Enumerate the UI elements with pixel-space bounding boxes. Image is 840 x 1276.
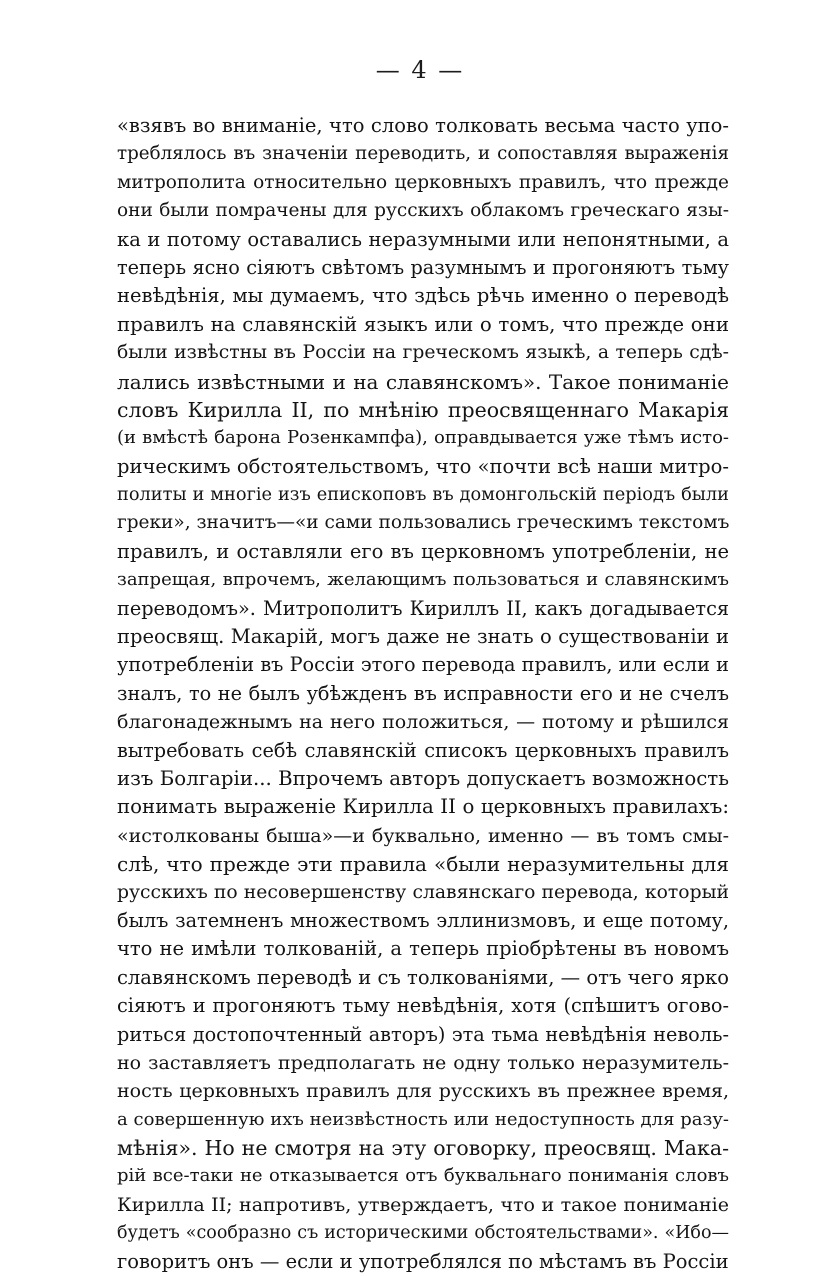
text-line: Кирилла II; напротивъ, утверждаетъ, что и такое пониманіе: [117, 1193, 729, 1216]
text-line: «взявъ во вниманіе, что слово толковать весьма часто упо-: [117, 114, 729, 137]
body-text: [117, 112, 729, 1276]
text-line: ность церковныхъ правилъ для русскихъ въ прежнее время,: [117, 1080, 729, 1103]
text-line: невѣдѣнія, мы думаемъ, что здѣсь рѣчь именно о переводѣ: [117, 284, 729, 308]
text-line: былъ затемненъ множествомъ эллинизмовъ, и еще потому,: [117, 908, 729, 932]
text-line: а совершенную ихъ неизвѣстность или недоступность для разу-: [117, 1108, 729, 1130]
text-line: греки», значитъ—«и сами пользовались греческимъ текстомъ: [117, 512, 729, 534]
text-line: преосвящ. Макарій, могъ даже не знать о существованіи и: [117, 625, 729, 649]
text-line: будетъ «сообразно съ историческими обстоятельствами». «Ибо—: [117, 1223, 729, 1244]
text-line: правилъ, и оставляли его въ церковномъ употребленіи, не: [117, 539, 729, 563]
text-line: вытребовать себѣ славянскій списокъ церковныхъ правилъ: [117, 738, 729, 762]
text-line: риться достопочтенный авторъ) эта тьма невѣдѣнія неволь-: [117, 1022, 729, 1046]
text-line: митрополита относительно церковныхъ правилъ, что прежде: [117, 171, 729, 193]
text-line: теперь ясно сіяютъ свѣтомъ разумнымъ и прогоняютъ тьму: [117, 255, 729, 279]
text-line: рій все-таки не отказывается отъ буквальнаго пониманія словъ: [117, 1165, 729, 1187]
text-line: говоритъ онъ — если и употреблялся по мѣстамъ въ Россіи: [117, 1249, 729, 1273]
page-number: — 4 —: [375, 56, 465, 84]
text-line: переводомъ». Митрополитъ Кириллъ II, какъ догадывается: [117, 596, 729, 620]
text-line: употребленіи въ Россіи этого перевода правилъ, или если и: [117, 653, 729, 677]
text-line: были извѣстны въ Россіи на греческомъ языкѣ, а теперь сдѣ-: [117, 342, 729, 364]
text-line: треблялось въ значеніи переводить, и сопоставляя выраженія: [117, 143, 729, 165]
text-line: что не имѣли толкованій, а теперь пріобрѣтены въ новомъ: [117, 937, 729, 961]
text-line: изъ Болгаріи... Впрочемъ авторъ допускаетъ возможность: [117, 766, 729, 790]
text-line: понимать выраженіе Кирилла II о церковныхъ правилахъ:: [117, 795, 729, 819]
text-line: правилъ на славянскій языкъ или о томъ, что прежде они: [117, 312, 729, 336]
text-line: ка и потому оставались неразумными или непонятными, а: [117, 227, 729, 251]
text-line: политы и многіе изъ епископовъ въ домонгольскій періодъ были: [117, 485, 729, 506]
text-line: мѣнія». Но не смотря на эту оговорку, преосвящ. Мака-: [117, 1136, 729, 1161]
text-line: русскихъ по несовершенству славянскаго перевода, который: [117, 881, 729, 903]
text-line: запрещая, впрочемъ, желающимъ пользоваться и славянскимъ: [117, 569, 729, 591]
text-line: благонадежнымъ на него положиться, — потому и рѣшился: [117, 711, 729, 734]
text-line: но заставляетъ предполагать не одну только неразумитель-: [117, 1051, 729, 1074]
text-line: они были помрачены для русскихъ облакомъ греческаго язы-: [117, 200, 729, 222]
text-line: (и вмѣстѣ барона Розенкампфа), оправдывается уже тѣмъ исто-: [117, 427, 729, 449]
text-line: зналъ, то не былъ убѣжденъ въ исправности его и не счелъ: [117, 681, 729, 705]
text-line: слѣ, что прежде эти правила «были неразумительны для: [117, 852, 729, 877]
text-line: лались извѣстными и на славянскомъ». Такое пониманіе: [117, 369, 729, 394]
text-line: «истолкованы быша»—и буквально, именно — въ томъ смы-: [117, 824, 729, 847]
text-line: славянскомъ переводѣ и съ толкованіями, — отъ чего ярко: [117, 965, 729, 989]
text-line: рическимъ обстоятельствомъ, что «почти всѣ наши митро-: [117, 454, 729, 478]
text-line: словъ Кирилла II, по мнѣнію преосвященнаго Макарія: [117, 397, 729, 422]
text-line: сіяютъ и прогоняютъ тьму невѣдѣнія, хотя (спѣшитъ огово-: [117, 994, 729, 1018]
